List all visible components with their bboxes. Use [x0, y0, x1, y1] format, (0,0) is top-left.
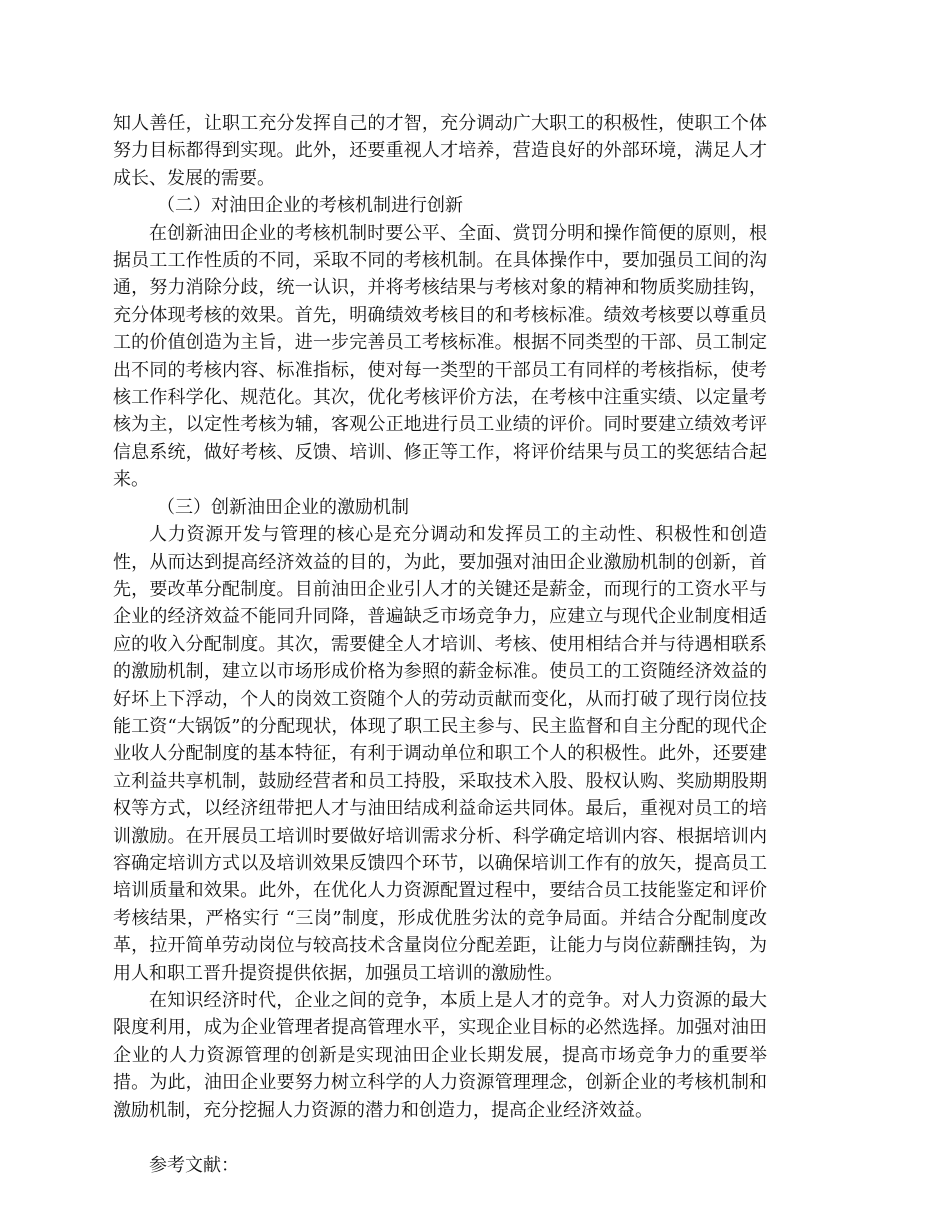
document-page: [113, 110, 767, 1179]
conclusion-paragraph: 在知识经济时代，企业之间的竞争，本质上是人才的竞争。对人力资源的最大限度利用，成为企业管理者提高管理水平，实现企业目标的必然选择。加强对油田企业的人力资源管理的创新是实现油田企业长期发展，提高市场竞争力的重要举措。为此，油田企业要努力树立科学的人力资源管理理念，创新企业的考核机制和激励机制，充分挖掘人力资源的潜力和创造力，提高企业经济效益。: [113, 990, 767, 1121]
intro-paragraph: 知人善任，让职工充分发挥自己的才智，充分调动广大职工的积极性，使职工个体努力目标都得到实现。此外，还要重视人才培养，营造良好的外部环境，满足人才成长、发展的需要。: [113, 113, 767, 189]
section-paragraph-2: 在创新油田企业的考核机制时要公平、全面、赏罚分明和操作简便的原则，根据员工工作性质的不同，采取不同的考核机制。在具体操作中，要加强员工间的沟通，努力消除分歧，统一认识，并将考核结果与考核对象的精神和物质奖励挂钩，充分体现考核的效果。首先，明确绩效考核目的和考核标准。绩效考核要以尊重员工的价值创造为主旨，进一步完善员工考核标准。根据不同类型的干部、员工制定出不同的考核内容、标准指标，使对每一类型的干部员工有同样的考核指标，使考核工作科学化、规范化。其次，优化考核评价方法，在考核中注重实绩、以定量考核为主，以定性考核为辅，客观公正地进行员工业绩的评价。同时要建立绩效考评信息系统，做好考核、反馈、培训、修正等工作，将评价结果与员工的奖惩结合起来。: [113, 222, 767, 491]
section-paragraph-3: 人力资源开发与管理的核心是充分调动和发挥员工的主动性、积极性和创造性，从而达到提高经济效益的目的，为此，要加强对油田企业激励机制的创新，首先，要改革分配制度。目前油田企业引人才的关键还是薪金，而现行的工资水平与企业的经济效益不能同升同降，普遍缺乏市场竞争力，应建立与现代企业制度相适应的收入分配制度。其次，需要健全人才培训、考核、使用相结合并与待遇相联系的激励机制，建立以市场形成价格为参照的薪金标准。使员工的工资随经济效益的好坏上下浮动，个人的岗效工资随个人的劳动贡献而变化，从而打破了现行岗位技能工资“大锅饭”的分配现状，体现了职工民主参与、民主监督和自主分配的现代企业收人分配制度的基本特征，有利于调动单位和职工个人的积极性。此外，还要建立利益共享机制，鼓励经营者和员工持股，采取技术入股、股权认购、奖励期股期权等方式，以经济纽带把人才与油田结成利益命运共同体。最后，重视对员工的培训激励。在开展员工培训时要做好培训需求分析、科学确定培训内容、根据培训内容确定培训方式以及培训效果反馈四个环节，以确保培训工作有的放矢，提高员工培训质量和效果。此外，在优化人力资源配置过程中，要结合员工技能鉴定和评价考核结果，严格实行 “三岗”制度，形成优胜劣汰的竞争局面。并结合分配制度改革，拉开简单劳动岗位与较高技术含量岗位分配差距，让能力与岗位薪酬挂钩，为用人和职工晋升提资提供依据，加强员工培训的激励性。: [113, 524, 767, 984]
section-heading-2: （二）对油田企业的考核机制进行创新: [157, 195, 463, 217]
section-heading-3: （三）创新油田企业的激励机制: [157, 496, 409, 518]
references-label: 参考文献：: [149, 1155, 239, 1177]
